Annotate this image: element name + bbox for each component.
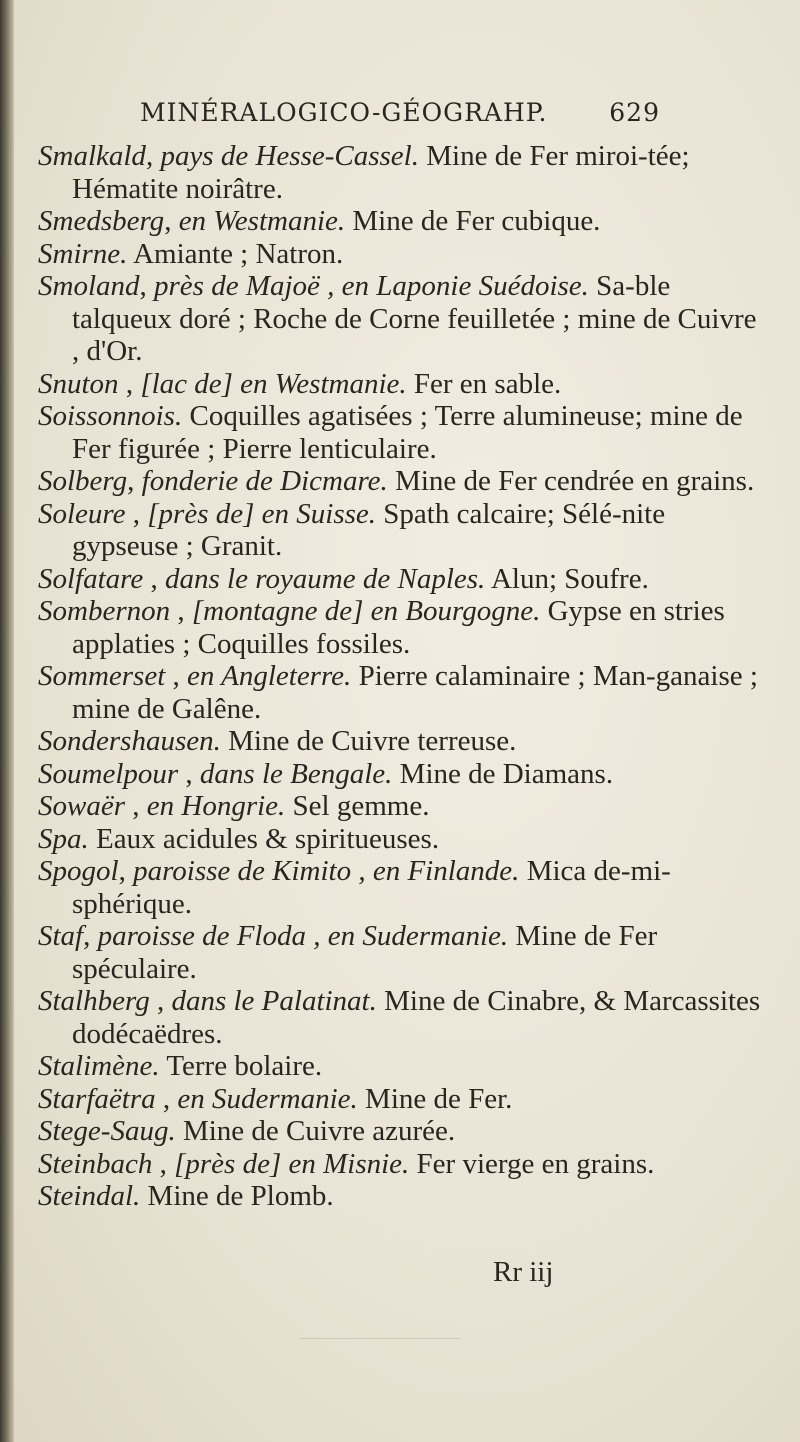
entry xyxy=(38,823,768,856)
entry-description: Terre bolaire. xyxy=(166,1050,323,1082)
running-title: MINÉRALOGICO-GÉOGRAHP. xyxy=(140,98,548,127)
entry-description: Mine de Fer miroi-tée; Hématite noirâtre. xyxy=(72,140,690,205)
entry-headword: Solfatare xyxy=(38,562,144,595)
entry-separator xyxy=(176,1115,183,1147)
entry-separator: , xyxy=(139,270,154,302)
entry-headword: Sondershausen. xyxy=(38,725,221,757)
entry-location: dans le royaume de Naples. xyxy=(165,562,486,595)
entry-location: fonderie de Dicmare. xyxy=(141,465,388,497)
entry-description: Mine de Cuivre terreuse. xyxy=(228,725,517,757)
entry-separator: , xyxy=(149,985,172,1017)
entry xyxy=(38,595,768,660)
entry-description: Mine de Fer spéculaire. xyxy=(72,920,658,985)
entry xyxy=(38,465,768,498)
entry xyxy=(38,563,768,596)
entry-location: [lac de] en Westmanie. xyxy=(140,367,407,400)
entry xyxy=(38,400,768,465)
entry-description: Mine de Plomb. xyxy=(147,1180,334,1212)
entry-headword: Smedsberg xyxy=(38,205,165,237)
entry xyxy=(38,725,768,758)
entry-location: paroisse de Floda , en Sudermanie. xyxy=(97,920,509,952)
entry-separator: , xyxy=(83,920,98,952)
entry-headword: Starfaëtra xyxy=(38,1082,156,1115)
entry xyxy=(38,270,768,368)
entry-description: Fer vierge en grains. xyxy=(409,1147,655,1180)
page-number: 629 xyxy=(609,98,660,127)
entry-location: en Sudermanie. xyxy=(177,1082,358,1115)
entry-headword: Stalimène. xyxy=(38,1050,160,1082)
entry-description: Spath calcaire; Sélé-nite gypseuse ; Granit. xyxy=(72,497,666,562)
entry-headword: Smirne. xyxy=(38,237,128,270)
entry-headword: Sowaër xyxy=(38,790,125,822)
entry xyxy=(38,660,768,725)
entry-headword: Steindal. xyxy=(38,1180,141,1212)
entry-description: Mine de Cinabre, & Marcassites dodécaëdres. xyxy=(72,985,761,1050)
entry-separator: , xyxy=(125,790,147,822)
page-header xyxy=(140,98,660,142)
entry-description: Mine de Cuivre azurée. xyxy=(182,1115,456,1147)
entry-description: Mine de Fer cendrée en grains. xyxy=(387,465,755,497)
entry xyxy=(38,790,768,823)
entry-description: Amiante ; Natron. xyxy=(133,237,344,270)
entry-description: Sel gemme. xyxy=(285,790,430,822)
entry-separator: , xyxy=(152,1147,175,1180)
entry xyxy=(38,140,768,205)
signature-mark: Rr iij xyxy=(493,1256,554,1288)
entry-separator: , xyxy=(118,855,134,887)
entry xyxy=(38,205,768,238)
entry-description: Coquilles agatisées ; Terre alumineuse; mine de Fer figurée ; Pierre lenticulaire. xyxy=(72,400,743,465)
entry-location: en Hongrie. xyxy=(146,790,286,822)
entry-separator: , xyxy=(125,497,148,530)
entry-location: pays de Hesse-Cassel. xyxy=(160,140,419,172)
entry-headword: Smoland xyxy=(38,270,140,302)
entry-separator: , xyxy=(118,367,141,400)
entry-headword: Steinbach xyxy=(38,1147,153,1180)
entry-separator: , xyxy=(127,465,142,497)
entry-location: paroisse de Kimito , en Finlande. xyxy=(133,855,520,887)
entry-list xyxy=(38,140,768,1213)
entry-headword: Solberg xyxy=(38,465,128,497)
entry xyxy=(38,1180,768,1213)
entry xyxy=(38,1115,768,1148)
entry-description: Eaux acidules & spiritueuses. xyxy=(96,822,440,855)
page-edge xyxy=(0,0,14,1442)
page-mark xyxy=(300,1302,460,1339)
entry xyxy=(38,855,768,920)
entry-location: près de Majoë , en Laponie Suédoise. xyxy=(154,270,589,302)
entry-headword: Soumelpour xyxy=(38,757,179,790)
entry-headword: Sommerset xyxy=(38,660,166,692)
entry-location: dans le Palatinat. xyxy=(171,985,377,1017)
entry-description: Pierre calaminaire ; Man-ganaise ; mine de Galêne. xyxy=(72,660,758,725)
entry-separator: , xyxy=(178,757,200,790)
entry-headword: Staf xyxy=(38,920,84,952)
entry-location: [près de] en Suisse. xyxy=(147,497,377,530)
entry-description: Mine de Fer. xyxy=(357,1082,513,1115)
entry-headword: Spogol xyxy=(38,855,119,887)
entry-separator: , xyxy=(170,595,192,627)
entry-separator: , xyxy=(164,205,179,237)
entry-location: en Angleterre. xyxy=(187,660,352,692)
entry xyxy=(38,498,768,563)
entry-headword: Sombernon xyxy=(38,595,171,627)
entry xyxy=(38,758,768,791)
entry xyxy=(38,368,768,401)
entry xyxy=(38,920,768,985)
entry-headword: Soleure xyxy=(38,497,126,530)
entry-separator: , xyxy=(155,1082,178,1115)
entry-headword: Smalkald xyxy=(38,140,146,172)
entry-separator: , xyxy=(143,562,166,595)
entry-description: Alun; Soufre. xyxy=(485,562,649,595)
entry-separator xyxy=(89,823,96,855)
entry-description: Fer en sable. xyxy=(406,367,562,400)
entry-headword: Spa. xyxy=(38,822,89,855)
entry-description: Mica de-mi-sphérique. xyxy=(72,855,671,920)
entry-headword: Stalhberg xyxy=(38,985,150,1017)
entry-headword: Snuton xyxy=(38,367,119,400)
entry-separator xyxy=(140,1180,147,1212)
entry xyxy=(38,238,768,271)
entry-description: Gypse en stries applaties ; Coquilles fossiles. xyxy=(72,595,725,660)
entry xyxy=(38,985,768,1050)
entry-location: [près de] en Misnie. xyxy=(174,1147,410,1180)
entry xyxy=(38,1148,768,1181)
entry xyxy=(38,1050,768,1083)
entry-location: dans le Bengale. xyxy=(199,757,393,790)
entry-headword: Soissonnois. xyxy=(38,400,183,432)
entry-location: [montagne de] en Bourgogne. xyxy=(191,595,541,627)
entry-separator: , xyxy=(165,660,188,692)
entry xyxy=(38,1083,768,1116)
entry-headword: Stege-Saug. xyxy=(38,1115,176,1147)
entry-description: Sa-ble talqueux doré ; Roche de Corne feuilletée ; mine de Cuivre , d'Or. xyxy=(72,270,757,367)
entry-location: en Westmanie. xyxy=(178,205,346,237)
entry-separator: , xyxy=(145,140,161,172)
entry-description: Mine de Fer cubique. xyxy=(345,205,601,237)
entry-description: Mine de Diamans. xyxy=(392,757,614,790)
